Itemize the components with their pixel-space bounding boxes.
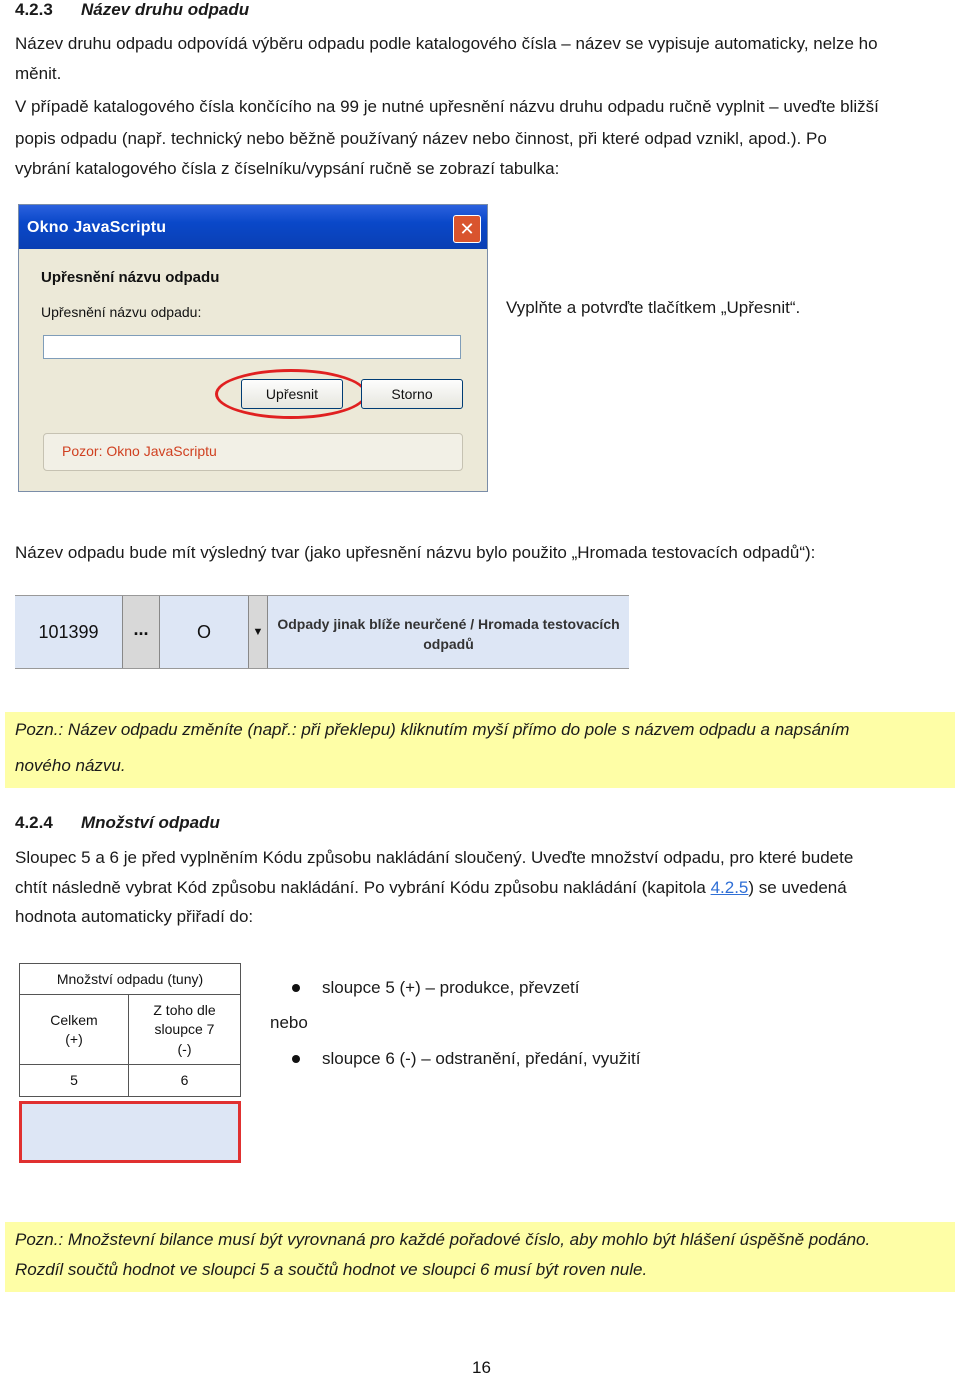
column-number: 6: [180, 1072, 189, 1088]
column-header-line: (+): [65, 1031, 83, 1047]
dialog-title: Okno JavaScriptu: [27, 219, 167, 236]
note-line: Rozdíl součtů hodnot ve sloupci 5 a součtů hodnot ve sloupci 6 musí být roven nule.: [15, 1260, 648, 1279]
column-header-line: Celkem: [50, 1012, 98, 1028]
dialog-warning: [43, 433, 463, 471]
chapter-link[interactable]: 4.2.5: [710, 878, 749, 897]
column-header-line: sloupce 7: [154, 1021, 215, 1037]
waste-result-row: [15, 595, 629, 669]
section-heading-4-2-3: [15, 0, 249, 20]
column-header-line: (-): [177, 1041, 192, 1057]
paragraph-line: Sloupec 5 a 6 je před vyplněním Kódu způsobu nakládání sloučený. Uveďte množství odpadu, pro které budete: [15, 848, 854, 867]
page-number: 16: [472, 1358, 491, 1377]
paragraph-line: hodnota automaticky přiřadí do:: [15, 907, 254, 926]
column-number: 5: [70, 1072, 78, 1088]
dialog-warning-text: Pozor: Okno JavaScriptu: [62, 443, 217, 459]
quantity-table: [19, 963, 241, 1097]
table-divider: [20, 1064, 240, 1065]
javascript-dialog: [18, 204, 488, 492]
table-header: Množství odpadu (tuny): [56, 971, 204, 987]
section-number: 4.2.3: [15, 0, 53, 19]
note-line: nového názvu.: [15, 756, 126, 775]
paragraph-line: [15, 873, 847, 903]
confirm-button[interactable]: Upřesnit: [241, 379, 343, 409]
chevron-down-icon[interactable]: ▼: [248, 596, 268, 668]
section-title: Název druhu odpadu: [81, 0, 250, 19]
note-line: Pozn.: Název odpadu změníte (např.: při překlepu) kliknutím myší přímo do pole s názvem odpadu a napsáním: [15, 720, 850, 739]
bullet-item: sloupce 5 (+) – produkce, převzetí: [322, 978, 580, 997]
bullet-icon: [292, 1055, 300, 1063]
note-box: [5, 712, 955, 788]
bullet-item: sloupce 6 (-) – odstranění, předání, využití: [322, 1049, 641, 1068]
paragraph-line: měnit.: [15, 64, 62, 83]
bullet-connector: nebo: [270, 1013, 308, 1032]
paragraph-text: ) se uvedená: [748, 878, 847, 897]
merged-quantity-field[interactable]: [19, 1101, 241, 1163]
paragraph-line: V případě katalogového čísla končícího na 99 je nutné upřesnění názvu druhu odpadu ručně vyplnit – uveďte bližší: [15, 97, 879, 116]
dialog-titlebar: [19, 205, 487, 249]
paragraph-line: Název druhu odpadu odpovídá výběru odpadu podle katalogového čísla – název se vypisuje automaticky, nelze ho: [15, 34, 878, 53]
note-line: Pozn.: Množstevní bilance musí být vyrovnaná pro každé pořadové číslo, aby mohlo být hlášení úspěšně podáno.: [15, 1230, 871, 1249]
section-number: 4.2.4: [15, 813, 53, 832]
dialog-body-title: Upřesnění názvu odpadu: [41, 269, 220, 286]
section-heading-4-2-4: [15, 813, 220, 833]
dialog-side-note: Vyplňte a potvrďte tlačítkem „Upřesnit“.: [506, 298, 801, 317]
waste-name-line: Odpady jinak blíže neurčené / Hromada testovacích: [277, 616, 620, 632]
waste-name-line: odpadů: [423, 636, 474, 652]
dialog-field-label: Upřesnění názvu odpadu:: [41, 304, 202, 320]
paragraph-line: vybrání katalogového čísla z číselníku/vypsání ručně se zobrazí tabulka:: [15, 159, 560, 178]
close-icon[interactable]: ✕: [453, 215, 481, 243]
paragraph-line: popis odpadu (např. technický nebo běžně používaný název nebo činnost, při které odpad vznikl, apod.). Po: [15, 129, 827, 148]
section-title: Množství odpadu: [81, 813, 220, 832]
waste-name-field[interactable]: [268, 596, 629, 668]
table-divider: [20, 994, 240, 995]
cancel-button[interactable]: Storno: [361, 379, 463, 409]
waste-name-refinement-input[interactable]: [43, 335, 461, 359]
column-header-line: Z toho dle: [153, 1002, 216, 1018]
bullet-icon: [292, 984, 300, 992]
paragraph-text: chtít následně vybrat Kód způsobu nakládání. Po vybrání Kódu způsobu nakládání (kapitola: [15, 878, 711, 897]
waste-category: O: [196, 622, 211, 642]
waste-code: 101399: [38, 622, 99, 642]
note-box: [5, 1222, 955, 1292]
code-picker-button[interactable]: ...: [122, 596, 160, 668]
result-intro: Název odpadu bude mít výsledný tvar (jako upřesnění názvu bylo použito „Hromada testovacích odpadů“):: [15, 543, 816, 562]
